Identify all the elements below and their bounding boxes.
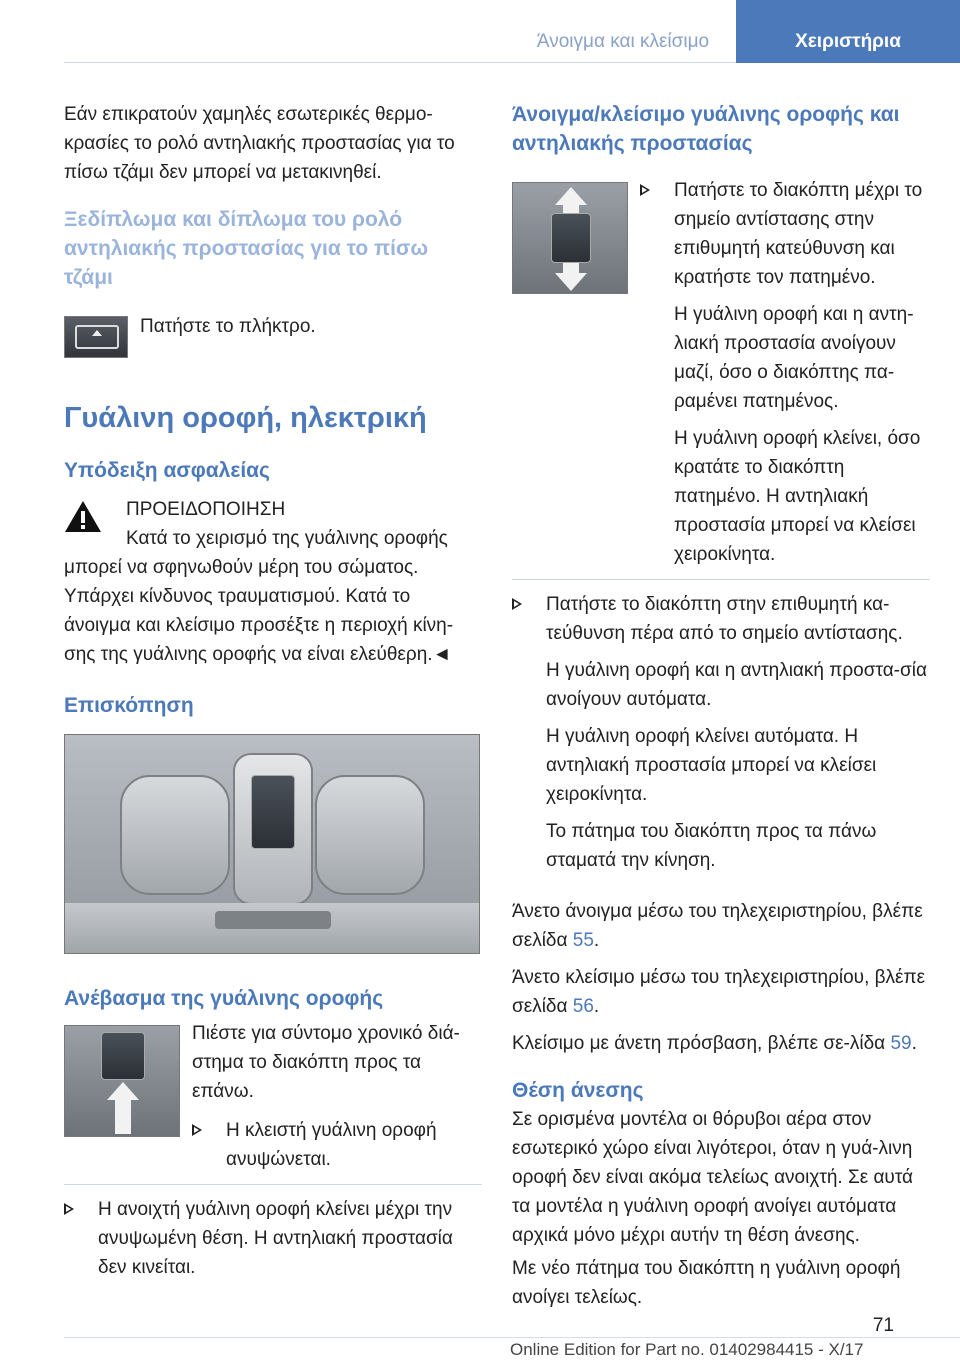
- up-arrow-icon: [555, 187, 587, 205]
- bullet-2-p4: Το πάτημα του διακόπτη προς τα πάνω σταματά την κίνηση.: [546, 821, 877, 871]
- bullet1-block: [512, 176, 930, 569]
- fold-text: Πατήστε το πλήκτρο.: [140, 316, 316, 337]
- page-link-56[interactable]: 56: [572, 996, 594, 1017]
- bullet-1-text: Πατήστε το διακόπτη μέχρι το σημείο αντίστασης στην επιθυμητή κατεύθυνση και κρατήστε τον πατημένο.: [674, 180, 923, 288]
- bullet-2-text: Πατήστε το διακόπτη στην επιθυμητή κα-τεύθυνση πέρα από το σημείο αντίστασης.: [546, 594, 903, 644]
- raise-arrow-shaft: [115, 1100, 131, 1134]
- warning-text: Κατά το χειρισμό της γυάλινης οροφής μπορεί να σφηνωθούν μέρη του σώματος. Υπάρχει κίνδυνος τραυματισμού. Κατά το άνοιγμα και κλείσιμο προσέξτε η περιοχή κίνη-σης της γυάλινης οροφής να είναι ελεύθερη.◄: [64, 528, 454, 665]
- raise-image: [64, 1025, 180, 1137]
- overview-image: [64, 734, 480, 954]
- right-lamp: [315, 775, 425, 895]
- ref-comfort-access-text: Κλείσιμο με άνετη πρόσβαση, βλέπε σε-λίδα: [512, 1033, 891, 1054]
- raise-arrow-icon: [107, 1082, 139, 1100]
- right-column: [512, 100, 930, 1312]
- page-link-59[interactable]: 59: [890, 1033, 912, 1054]
- safety-heading: Υπόδειξη ασφαλείας: [64, 459, 270, 482]
- bullet-icon: [640, 184, 650, 196]
- page-number: 71: [872, 1315, 894, 1336]
- ref-comfort-access: Κλείσιμο με άνετη πρόσβαση, βλέπε σε-λίδα 59.: [512, 1033, 917, 1054]
- fold-row: [64, 316, 482, 378]
- console-buttons: [215, 911, 331, 929]
- comfort-text-2: Με νέο πάτημα του διακόπτη η γυάλινη οροφή ανοίγει τελείως.: [512, 1258, 901, 1308]
- left-lamp: [120, 775, 230, 895]
- header-section[interactable]: Άνοιγμα και κλείσιμο: [510, 0, 736, 63]
- ref-comfort-close-text: Άνετο κλείσιμο μέσω του τηλεχειριστηρίου, βλέπε σελίδα: [512, 967, 926, 1017]
- down-arrow-icon: [555, 273, 587, 291]
- warning-block: [64, 495, 482, 669]
- raise-bullet-1: [192, 1116, 482, 1174]
- open-close-heading: Άνοιγμα/κλείσιμο γυάλινης οροφής και αντηλιακής προστασίας: [512, 103, 900, 155]
- intro-text: Εάν επικρατούν χαμηλές εσωτερικές θερμο-κρασίες το ρολό αντηλιακής προστασίας για το πίσω τζάμι δεν μπορεί να μετακινηθεί.: [64, 104, 455, 183]
- comfort-heading: Θέση άνεσης: [512, 1079, 644, 1102]
- divider: [512, 579, 930, 580]
- bullet-1-p3: Η γυάλινη οροφή κλείνει, όσο κρατάτε το διακόπτη πατημένο. Η αντηλιακή προστασία μπορεί να κλείσει χειροκίνητα.: [674, 428, 921, 565]
- ref-comfort-close: Άνετο κλείσιμο μέσω του τηλεχειριστηρίου, βλέπε σελίδα 56.: [512, 967, 926, 1017]
- bullet-1-p2: Η γυάλινη οροφή και η αντη-λιακή προστασία ανοίγουν μαζί, όσο ο διακόπτης πα-ραμένει πατημένος.: [674, 304, 914, 412]
- raise-block: [64, 1019, 482, 1174]
- switch-image: [512, 182, 628, 294]
- bullet-2: [512, 590, 930, 875]
- warning-title: ΠΡΟΕΙΔΟΠΟΙΗΣΗ: [126, 499, 286, 520]
- blind-button-image: [64, 316, 128, 358]
- divider: [64, 1184, 482, 1185]
- warning-icon: [64, 499, 102, 533]
- raise-bullet-2-text: Η ανοιχτή γυάλινη οροφή κλείνει μέχρι την ανυψωμένη θέση. Η αντηλιακή προστασία δεν κινείται.: [98, 1199, 453, 1278]
- header-tab-controls[interactable]: Χειριστήρια: [736, 0, 960, 63]
- bullet-icon: [192, 1124, 202, 1136]
- left-column: [64, 100, 482, 1282]
- bullet-2-p2: Η γυάλινη οροφή και η αντηλιακή προστα-σία ανοίγουν αυτόματα.: [546, 660, 927, 710]
- raise-bullet-2: [64, 1195, 482, 1282]
- overview-heading: Επισκόπηση: [64, 694, 194, 717]
- blind-button-icon: [75, 325, 119, 349]
- bullet1-content: [640, 176, 930, 569]
- roof-switch[interactable]: [251, 775, 295, 849]
- page-link-55[interactable]: 55: [572, 930, 594, 951]
- raise-heading: Ανέβασμα της γυάλινης οροφής: [64, 987, 384, 1010]
- fold-heading: Ξεδίπλωμα και δίπλωμα του ρολό αντηλιακής προστασίας για το πίσω τζάμι: [64, 208, 429, 289]
- raise-text: Πιέστε για σύντομο χρονικό διά-στημα το διακόπτη προς τα επάνω.: [192, 1023, 460, 1102]
- bullet-icon: [512, 598, 522, 610]
- bullet-2-p3: Η γυάλινη οροφή κλείνει αυτόματα. Η αντηλιακή προστασία μπορεί να κλείσει χειροκίνητα.: [546, 726, 877, 805]
- footer-rule: [64, 1337, 960, 1338]
- ref-comfort-open: Άνετο άνοιγμα μέσω του τηλεχειριστηρίου, βλέπε σελίδα 55.: [512, 901, 923, 951]
- comfort-text: Σε ορισμένα μοντέλα οι θόρυβοι αέρα στον εσωτερικό χώρο είναι λιγότεροι, όταν η γυά-λινη οροφή δεν είναι ακόμα τελείως ανοιχτή. Σε αυτά τα μοντέλα η γυάλινη οροφή ανοίγει αυτόματα αρχικά μόνο μέχρι αυτήν τη θέση άνεσης.: [512, 1109, 914, 1246]
- bullet-icon: [64, 1203, 74, 1215]
- raise-content: [192, 1019, 482, 1174]
- main-heading: Γυάλινη οροφή, ηλεκτρική: [64, 402, 427, 434]
- ref-comfort-open-text: Άνετο άνοιγμα μέσω του τηλεχειριστηρίου, βλέπε σελίδα: [512, 901, 923, 951]
- raise-bullet-1-text: Η κλειστή γυάλινη οροφή ανυψώνεται.: [226, 1120, 437, 1170]
- blind-arrow-icon: [92, 330, 102, 336]
- raise-switch: [101, 1032, 145, 1080]
- roof-switch-small: [551, 213, 591, 263]
- header-rule: [64, 0, 510, 63]
- bullet-1: [640, 176, 930, 569]
- footer-edition: Online Edition for Part no. 01402984415 - X/17: [510, 1340, 864, 1359]
